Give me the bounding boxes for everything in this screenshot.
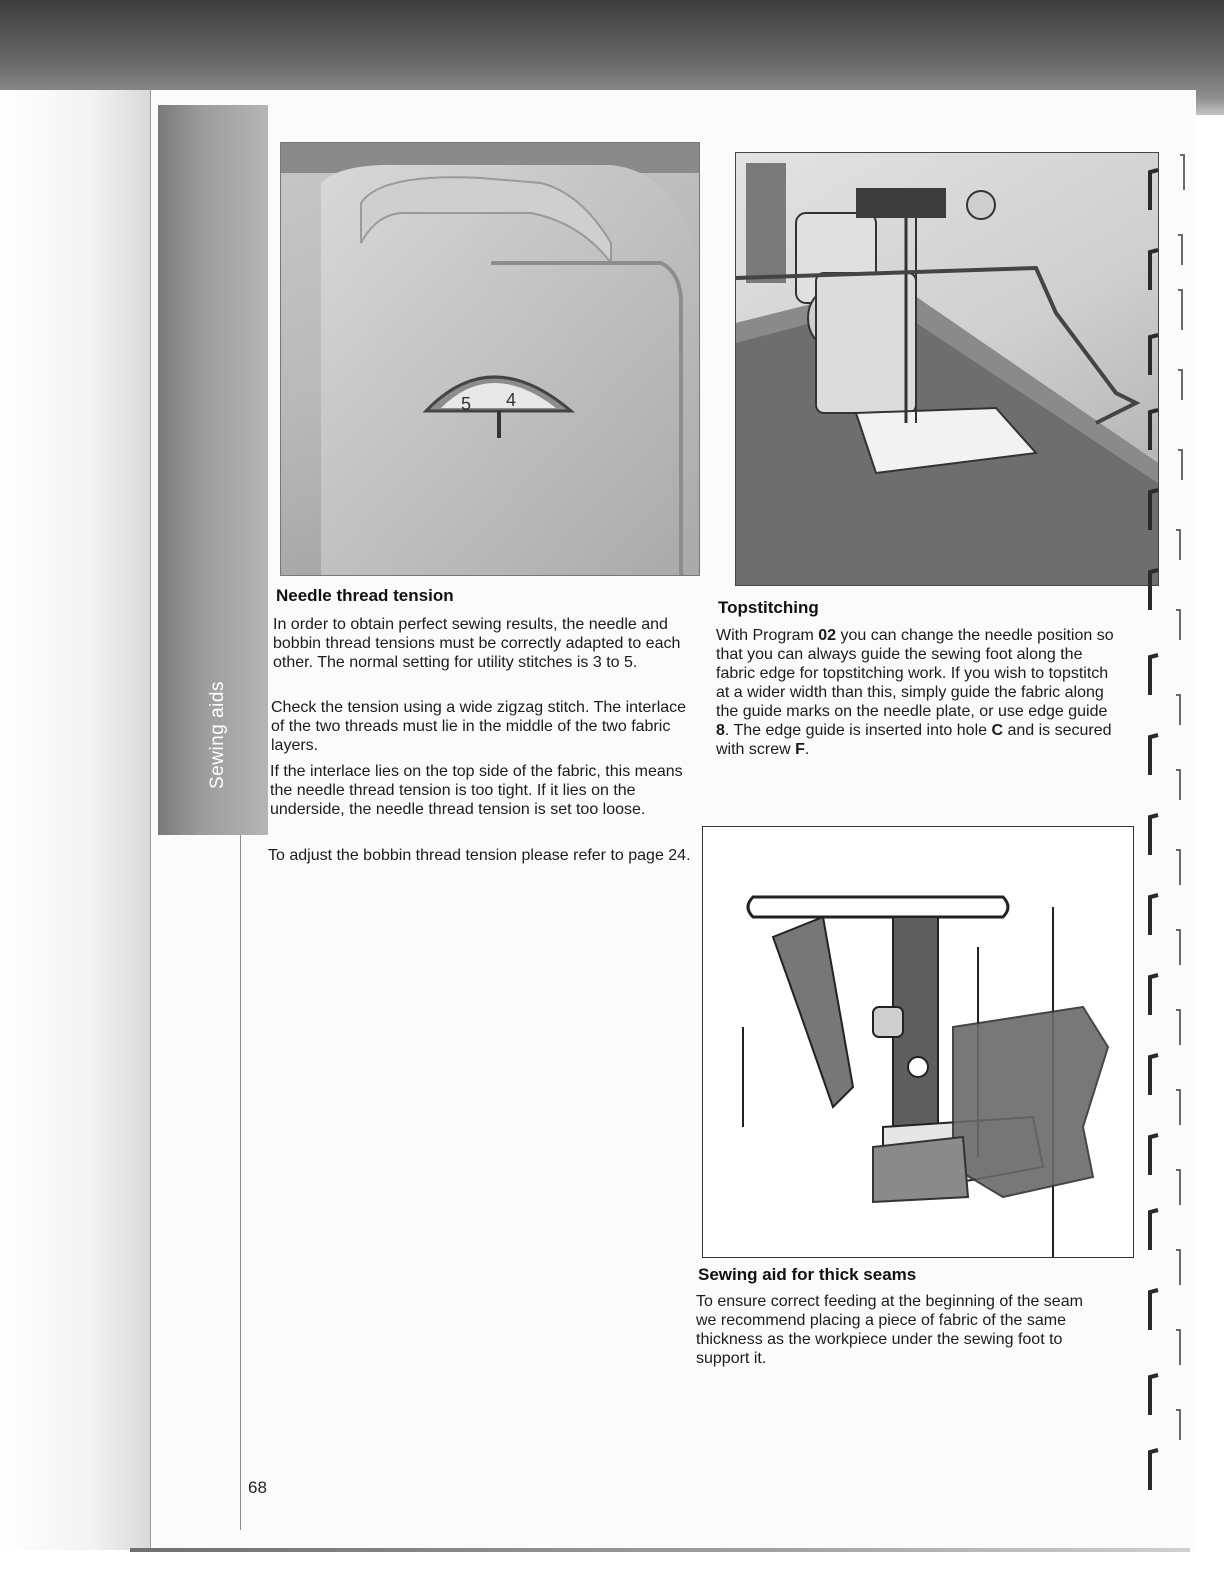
needle-tension-paragraph-1: In order to obtain perfect sewing results, the needle and bobbin thread tensions must be correctly adapted to each other. The normal setting for utility stitches is 3 to 5. xyxy=(273,616,681,671)
thick-seams-paragraph: To ensure correct feeding at the beginning of the seam we recommend placing a piece of fabric of the same thickness as the workpiece under the sewing foot to support it. xyxy=(696,1293,1083,1367)
program-number: 02 xyxy=(818,627,837,644)
topstitching-text: you can change the needle position so that you can always guide the sewing foot along the fabric edge for topstitching work. If you wish to topstitch at a wider width than this, simply guide the fabric along the guide marks on the needle plate, or use edge guide xyxy=(716,627,1114,720)
thick-seam-photo xyxy=(702,826,1134,1258)
topstitching-paragraph xyxy=(716,626,1121,759)
topstitching-photo xyxy=(735,152,1159,586)
topstitching-heading: Topstitching xyxy=(718,598,819,617)
topstitching-text: . The edge guide is inserted into hole xyxy=(724,722,992,739)
needle-tension-heading: Needle thread tension xyxy=(276,586,454,605)
spiral-binding xyxy=(1120,150,1210,1550)
page-inner-edge xyxy=(240,830,241,1530)
needle-tension-paragraph-4: To adjust the bobbin thread tension please refer to page 24. xyxy=(268,847,691,864)
topstitching-text: With Program xyxy=(716,627,819,644)
scan-left-margin xyxy=(0,90,150,1550)
page-bottom-edge xyxy=(130,1548,1190,1552)
tension-dial-illustration xyxy=(281,143,699,575)
topstitching-text: and is secured with screw xyxy=(716,722,1112,758)
dial-number-5: 5 xyxy=(461,394,472,414)
thick-seams-heading: Sewing aid for thick seams xyxy=(698,1265,917,1284)
tension-dial-photo xyxy=(280,142,700,576)
needle-tension-paragraph-3: If the interlace lies on the top side of the fabric, this means the needle thread tension is too tight. If it lies on the underside, the needle thread tension is set too loose. xyxy=(270,763,683,818)
topstitching-illustration xyxy=(736,153,1158,585)
screw-label: F xyxy=(795,741,805,758)
page-number: 68 xyxy=(248,1478,267,1497)
topstitching-text: . xyxy=(804,741,810,758)
thick-seam-illustration xyxy=(703,827,1133,1257)
dial-number-4: 4 xyxy=(506,390,517,410)
hole-label: C xyxy=(991,722,1004,739)
edge-guide-number: 8 xyxy=(716,722,725,739)
side-tab-label: Sewing aids xyxy=(207,681,228,789)
needle-tension-paragraph-2: Check the tension using a wide zigzag stitch. The interlace of the two threads must lie in the middle of the two fabric layers. xyxy=(271,699,687,754)
